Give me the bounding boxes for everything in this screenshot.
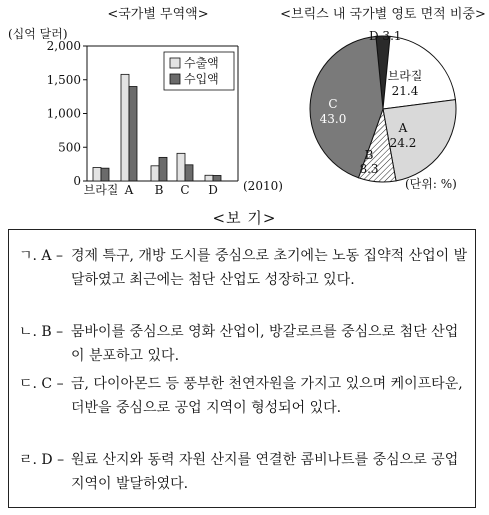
legend-label-export: 수출액 [184, 56, 219, 70]
bar-chart-ylabel: (십억 달러) [8, 27, 68, 41]
bar-y-ticks [47, 39, 87, 188]
statement-nieun [19, 320, 469, 368]
bar-y-tick-label: 0 [73, 174, 81, 188]
statement-marker: ㄴ. B – [19, 324, 64, 340]
statement-text: 금, 다이아몬드 등 풍부한 천연자원을 가지고 있으며 케이프타운, 더반을 중심으로 공업 지역이 형성되어 있다. [71, 376, 463, 416]
pie-unit-note: (단위: %) [405, 177, 457, 191]
bar-export-4 [205, 175, 213, 181]
bogi-header: <보 기> [212, 209, 277, 227]
bar-chart [8, 6, 283, 197]
pie-chart-title: <브릭스 내 국가별 영토 면적 비중> [280, 7, 486, 22]
bar-chart-title: <국가별 무역액> [107, 7, 209, 22]
pie-label-b-value: 8.3 [359, 162, 379, 176]
bar-x-tick-label: 브라질 [83, 183, 119, 197]
statement-text: 원료 산지와 동력 자원 산지를 연결한 콤비나트를 중심으로 공업 지역이 발달하였다. [71, 452, 459, 492]
statement-marker: ㄹ. D – [19, 452, 65, 468]
pie-label-c-name: C [328, 97, 338, 111]
pie-label-brazil-name: 브라질 [387, 69, 423, 83]
legend-label-import: 수입액 [184, 72, 219, 86]
legend-swatch-import [170, 74, 180, 84]
bar-x-tick-label: C [180, 183, 190, 197]
pie-label-a-value: 24.2 [389, 136, 417, 150]
bar-y-tick-label: 1,000 [46, 106, 81, 121]
statement-marker: ㄱ. A – [19, 248, 63, 264]
bar-import-2 [159, 157, 167, 181]
bogi-box [8, 229, 476, 508]
statement-marker: ㄷ. C – [19, 376, 64, 392]
pie-label-c-value: 43.0 [319, 112, 347, 126]
pie-chart [280, 6, 486, 191]
bar-import-0 [101, 168, 109, 181]
statement-rieul [19, 448, 469, 496]
pie-label-d: D 3.1 [369, 29, 402, 43]
pie-label-b-name: B [364, 148, 374, 162]
bar-x-tick-label: A [124, 183, 134, 197]
bar-legend [164, 52, 234, 90]
statement-giyeok [19, 244, 469, 292]
statement-text: 뭄바이를 중심으로 영화 산업이, 방갈로르를 중심으로 첨단 산업이 분포하고 있다. [71, 324, 459, 364]
bar-export-1 [121, 74, 129, 181]
bar-x-labels [84, 182, 218, 197]
bar-x-tick-label: D [208, 183, 218, 197]
pie-label-brazil-value: 21.4 [391, 84, 419, 98]
legend-swatch-export [170, 58, 180, 68]
pie-label-a-name: A [398, 121, 408, 135]
bar-y-tick-label: 1,500 [46, 72, 81, 87]
bar-x-tick-label: B [154, 183, 164, 197]
charts-area [0, 0, 489, 205]
statement-text: 경제 특구, 개방 도시를 중심으로 초기에는 노동 집약적 산업이 발달하였고 최근에는 첨단 산업도 성장하고 있다. [71, 248, 468, 288]
bar-y-tick-label: 500 [58, 140, 81, 155]
bar-export-0 [93, 168, 101, 182]
bar-import-1 [129, 87, 137, 182]
bar-y-tick-label: 2,000 [46, 39, 81, 53]
bar-export-3 [177, 153, 185, 181]
bar-import-4 [213, 175, 221, 181]
statement-digeut [19, 372, 469, 420]
bar-import-3 [185, 165, 193, 181]
bar-export-2 [151, 166, 159, 181]
bar-year-note: (2010) [243, 179, 283, 193]
